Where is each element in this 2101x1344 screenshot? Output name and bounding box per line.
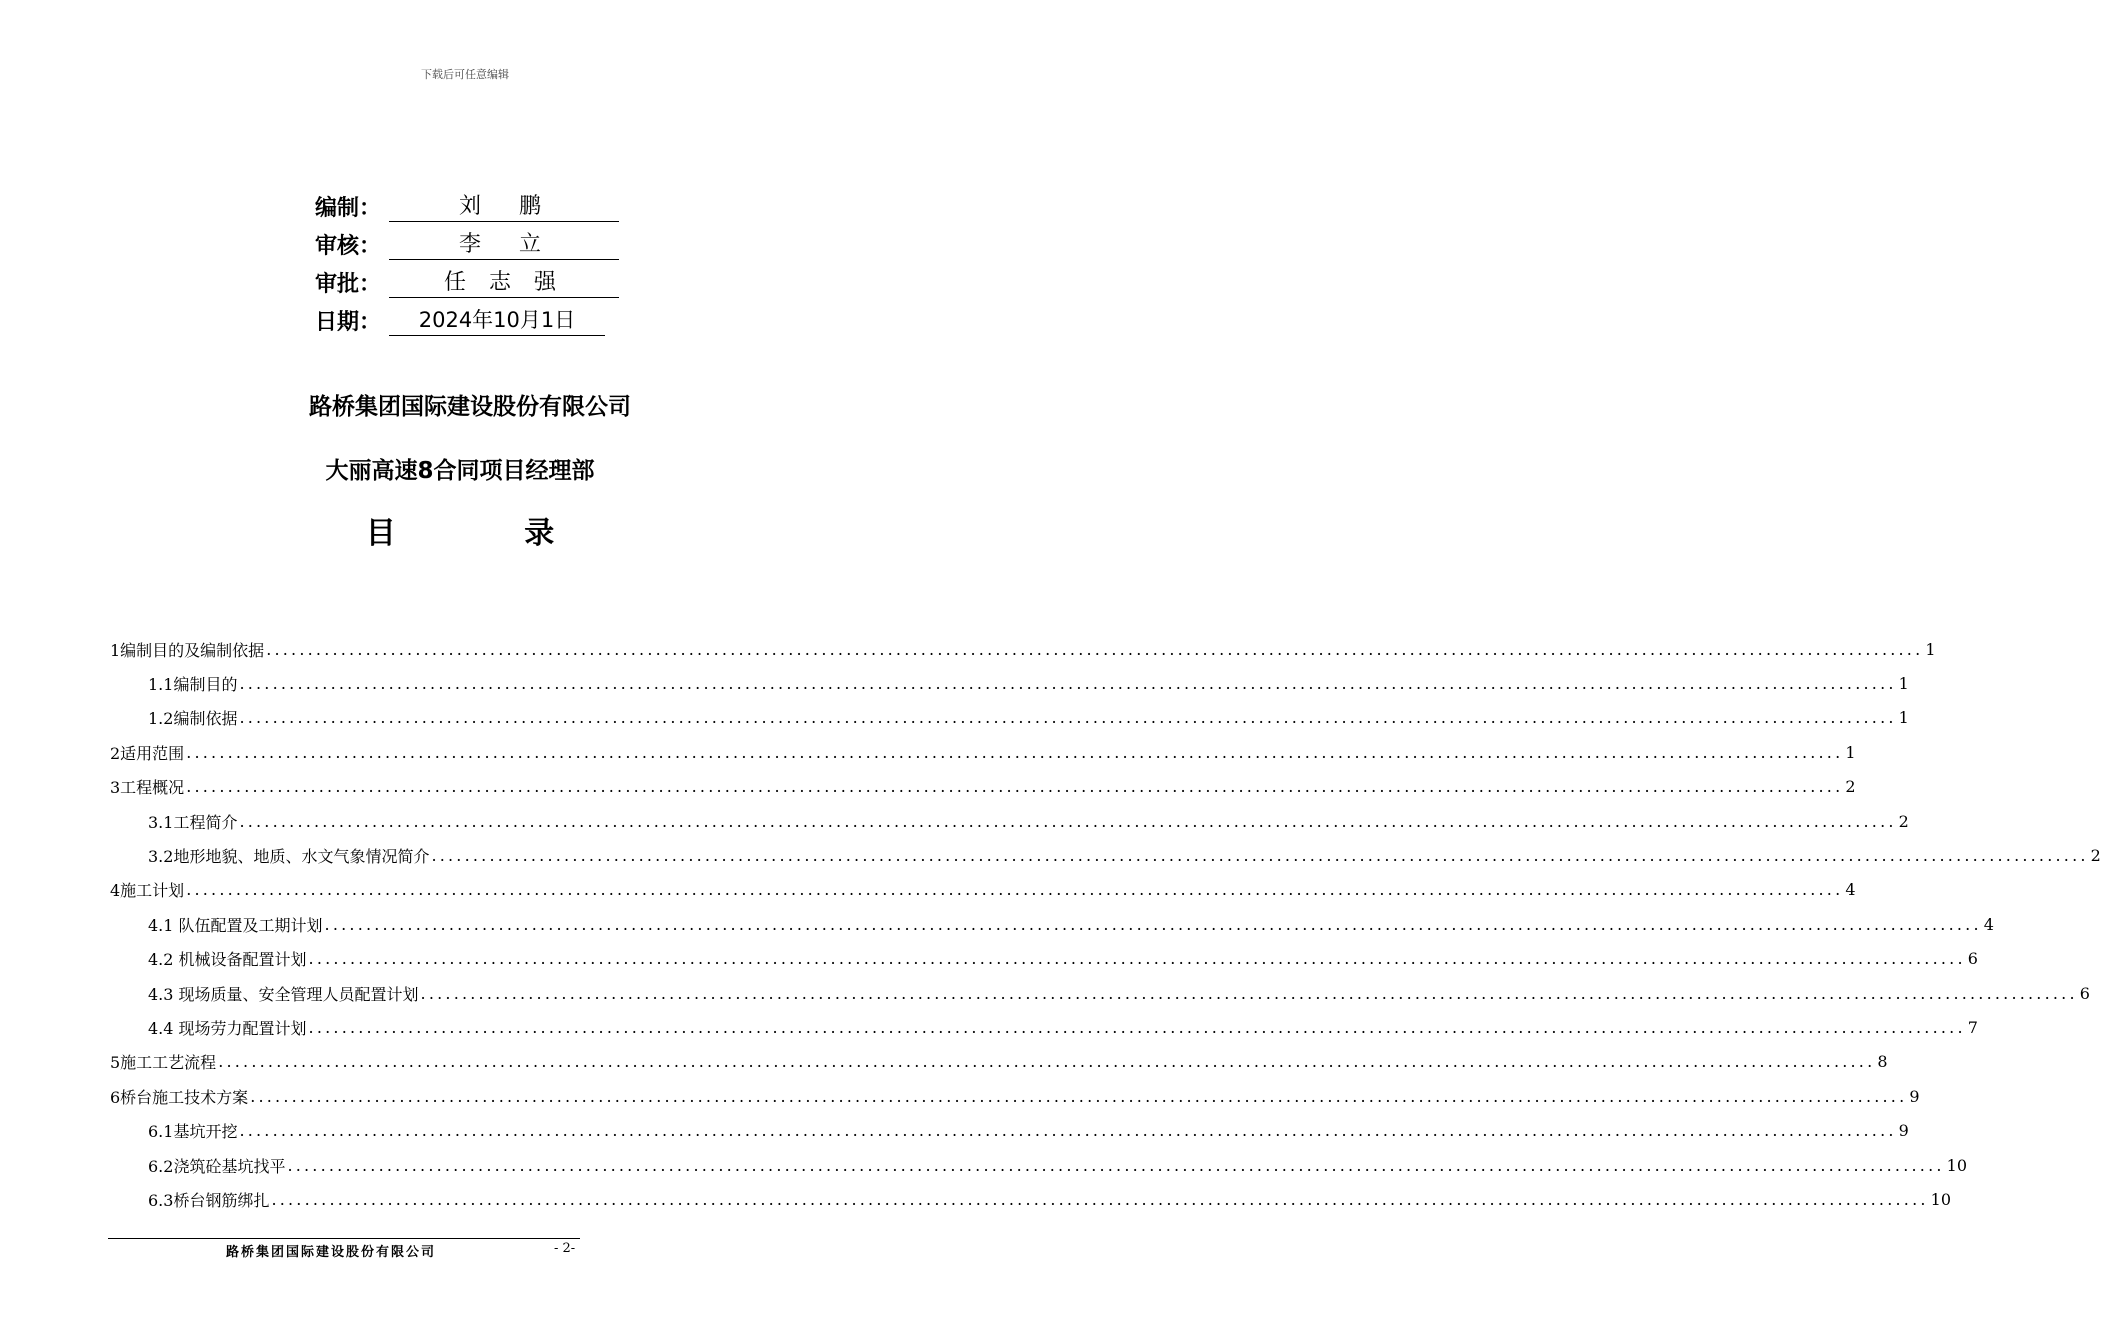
toc-entry[interactable] [110,632,1936,666]
signoff-block [315,184,619,336]
toc-entry[interactable] [110,701,1909,735]
signoff-value: 李 立 [389,227,619,260]
toc-entry-title: 4施工计划 [110,881,185,901]
toc-entry[interactable] [110,1148,1967,1182]
project-name: 大丽高速8合同项目经理部 [325,458,595,484]
toc-leader-dots: ........................................................................................................................................................................................................ [266,639,1924,659]
toc-leader-dots: ........................................................................................................................................................................................................ [250,1086,1908,1106]
toc-entry-title: 6桥台施工技术方案 [110,1087,249,1107]
page-footer [108,1238,580,1261]
toc-entry-page: 8 [1877,1052,1888,1072]
table-of-contents [110,632,2101,1217]
toc-leader-dots: ........................................................................................................................................................................................................ [239,674,1897,694]
signoff-row-date [315,298,619,336]
toc-entry-title: 6.3桥台钢筋绑扎 [148,1190,270,1210]
signoff-label: 日期： [315,310,382,335]
toc-entry-title: 3.2地形地貌、地质、水文气象情况简介 [148,847,430,867]
toc-leader-dots: ........................................................................................................................................................................................................ [239,1121,1897,1141]
toc-entry-title: 1.2编制依据 [148,709,238,729]
toc-entry-page: 2 [2090,846,2101,866]
toc-entry[interactable] [110,1010,1978,1044]
signoff-value: 刘 鹏 [389,189,619,222]
toc-entry[interactable] [110,1045,1888,1079]
footer-page-number: - 2- [554,1241,576,1256]
toc-leader-dots: ........................................................................................................................................................................................................ [239,811,1897,831]
toc-leader-dots: ........................................................................................................................................................................................................ [218,1052,1876,1072]
toc-entry-page: 1 [1898,674,1909,694]
toc-entry-page: 4 [1983,914,1994,934]
toc-entry-page: 10 [1930,1189,1951,1209]
toc-entry[interactable] [110,666,1909,700]
company-name: 路桥集团国际建设股份有限公司 [309,394,631,420]
toc-entry-page: 9 [1898,1121,1909,1141]
toc-entry-page: 6 [2079,983,2090,1003]
toc-entry-title: 2适用范围 [110,743,185,763]
toc-entry-title: 5施工工艺流程 [110,1053,217,1073]
toc-entry-title: 4.1 队伍配置及工期计划 [148,915,323,935]
signoff-label: 审批： [315,272,382,297]
toc-entry-title: 6.2浇筑砼基坑找平 [148,1156,286,1176]
toc-heading: 目 录 [365,516,555,551]
toc-entry-title: 6.1基坑开挖 [148,1122,238,1142]
toc-entry-page: 2 [1845,777,1856,797]
signoff-label: 审核： [315,234,382,259]
toc-entry-page: 2 [1898,811,1909,831]
toc-entry-page: 7 [1967,1017,1978,1037]
toc-leader-dots: ........................................................................................................................................................................................................ [308,949,1966,969]
toc-entry[interactable] [110,1182,1951,1216]
toc-entry[interactable] [110,942,1978,976]
toc-entry[interactable] [110,976,2090,1010]
toc-leader-dots: ........................................................................................................................................................................................................ [324,914,1982,934]
toc-entry-page: 10 [1946,1155,1967,1175]
toc-entry[interactable] [110,770,1856,804]
toc-entry-page: 1 [1925,639,1936,659]
toc-entry-page: 1 [1898,708,1909,728]
signoff-value: 任 志 强 [389,265,619,298]
toc-entry-page: 9 [1909,1086,1920,1106]
toc-leader-dots: ........................................................................................................................................................................................................ [271,1189,1929,1209]
toc-entry-title: 4.4 现场劳力配置计划 [148,1018,307,1038]
signoff-value: 2024年10月1日 [389,304,605,336]
header-note: 下载后可任意编辑 [421,68,509,81]
toc-entry[interactable] [110,1079,1920,1113]
toc-entry-title: 3.1工程简介 [148,812,238,832]
toc-entry[interactable] [110,907,1994,941]
toc-entry-title: 4.2 机械设备配置计划 [148,950,307,970]
toc-entry-title: 4.3 现场质量、安全管理人员配置计划 [148,984,419,1004]
signoff-row-approver [315,260,619,298]
toc-entry[interactable] [110,873,1856,907]
toc-leader-dots: ........................................................................................................................................................................................................ [239,708,1897,728]
signoff-label: 编制： [315,196,382,221]
toc-entry-title: 1编制目的及编制依据 [110,640,265,660]
toc-entry[interactable] [110,735,1856,769]
toc-leader-dots: ........................................................................................................................................................................................................ [186,742,1844,762]
toc-entry-page: 6 [1967,949,1978,969]
toc-entry[interactable] [110,838,2101,872]
toc-entry-page: 4 [1845,880,1856,900]
signoff-row-reviewer [315,222,619,260]
toc-entry-title: 1.1编制目的 [148,675,238,695]
toc-leader-dots: ........................................................................................................................................................................................................ [186,777,1844,797]
signoff-row-compiler [315,184,619,222]
toc-entry[interactable] [110,1113,1909,1147]
toc-leader-dots: ........................................................................................................................................................................................................ [287,1155,1945,1175]
toc-leader-dots: ........................................................................................................................................................................................................ [431,846,2089,866]
toc-entry-title: 3工程概况 [110,778,185,798]
footer-company: 路桥集团国际建设股份有限公司 [226,1245,437,1260]
toc-leader-dots: ........................................................................................................................................................................................................ [420,983,2078,1003]
toc-leader-dots: ........................................................................................................................................................................................................ [308,1017,1966,1037]
toc-leader-dots: ........................................................................................................................................................................................................ [186,880,1844,900]
toc-entry-page: 1 [1845,742,1856,762]
toc-entry[interactable] [110,804,1909,838]
